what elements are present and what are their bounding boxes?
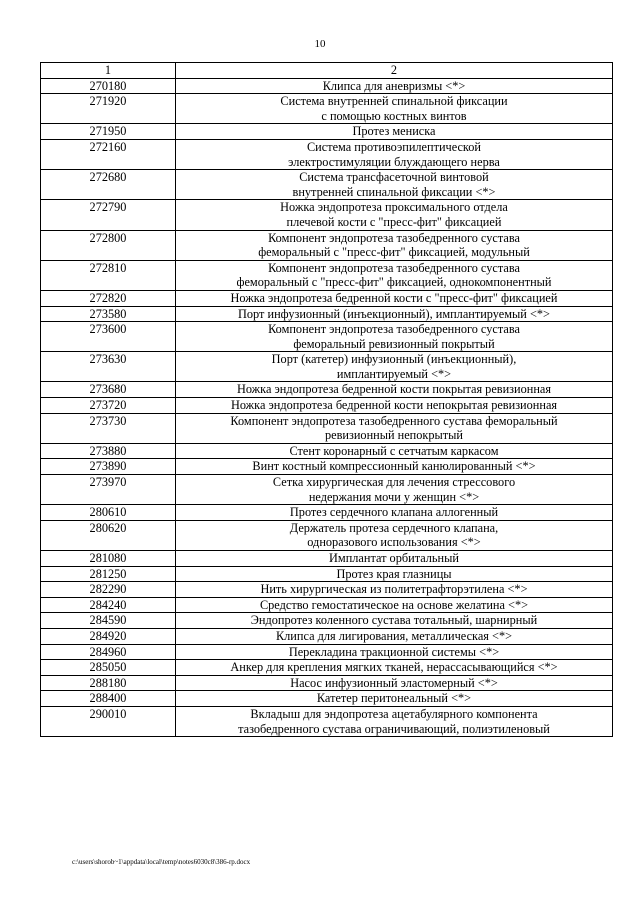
device-code-cell: 290010: [41, 706, 176, 736]
table-row: [41, 443, 613, 459]
device-name-cell: Система трансфасеточной винтовой внутренней спинальной фиксации <*>: [176, 170, 613, 200]
device-code-cell: 285050: [41, 660, 176, 676]
device-name-cell: Вкладыш для эндопротеза ацетабулярного компонента тазобедренного сустава ограничивающий, полиэтиленовый: [176, 706, 613, 736]
table-row: [41, 505, 613, 521]
device-code-cell: 273880: [41, 443, 176, 459]
device-code-cell: 280610: [41, 505, 176, 521]
device-code-cell: 273970: [41, 475, 176, 505]
table-row: [41, 413, 613, 443]
table-row: [41, 566, 613, 582]
table-row: [41, 290, 613, 306]
device-name-cell: Компонент эндопротеза тазобедренного сустава феморальный с "пресс-фит" фиксацией, модульный: [176, 230, 613, 260]
table-row: [41, 230, 613, 260]
device-code-cell: 273600: [41, 322, 176, 352]
device-name-cell: Сетка хирургическая для лечения стрессового недержания мочи у женщин <*>: [176, 475, 613, 505]
device-code-table: [40, 62, 613, 737]
table-row: [41, 675, 613, 691]
device-code-cell: 273630: [41, 352, 176, 382]
table-row: [41, 597, 613, 613]
table-header-row: [41, 63, 613, 79]
device-name-cell: Ножка эндопротеза бедренной кости покрытая ревизионная: [176, 382, 613, 398]
device-name-cell: Насос инфузионный эластомерный <*>: [176, 675, 613, 691]
device-name-cell: Протез края глазницы: [176, 566, 613, 582]
device-code-cell: 272810: [41, 260, 176, 290]
table-row: [41, 706, 613, 736]
device-code-cell: 284960: [41, 644, 176, 660]
device-code-cell: 270180: [41, 78, 176, 94]
table-row: [41, 644, 613, 660]
device-name-cell: Катетер перитонеальный <*>: [176, 691, 613, 707]
device-code-cell: 281250: [41, 566, 176, 582]
device-code-cell: 273890: [41, 459, 176, 475]
table-row: [41, 94, 613, 124]
device-name-cell: Стент коронарный с сетчатым каркасом: [176, 443, 613, 459]
device-code-cell: 284920: [41, 628, 176, 644]
table-body: [41, 78, 613, 737]
device-code-cell: 284240: [41, 597, 176, 613]
device-name-cell: Нить хирургическая из политетрафторэтилена <*>: [176, 582, 613, 598]
table-row: [41, 382, 613, 398]
page-number: 10: [314, 38, 326, 50]
table-row: [41, 691, 613, 707]
device-name-cell: Держатель протеза сердечного клапана, одноразового использования <*>: [176, 520, 613, 550]
device-code-cell: 273580: [41, 306, 176, 322]
column-header-code: 1: [41, 63, 176, 79]
table-row: [41, 260, 613, 290]
table-row: [41, 352, 613, 382]
device-code-cell: 272800: [41, 230, 176, 260]
device-name-cell: Клипса для аневризмы <*>: [176, 78, 613, 94]
table-row: [41, 660, 613, 676]
table-row: [41, 582, 613, 598]
device-code-cell: 284590: [41, 613, 176, 629]
table-row: [41, 78, 613, 94]
device-name-cell: Порт инфузионный (инъекционный), имплантируемый <*>: [176, 306, 613, 322]
device-code-cell: 271950: [41, 124, 176, 140]
device-name-cell: Порт (катетер) инфузионный (инъекционный), имплантируемый <*>: [176, 352, 613, 382]
device-code-cell: 288400: [41, 691, 176, 707]
device-name-cell: Клипса для лигирования, металлическая <*>: [176, 628, 613, 644]
device-name-cell: Эндопротез коленного сустава тотальный, шарнирный: [176, 613, 613, 629]
table-row: [41, 124, 613, 140]
device-name-cell: Имплантат орбитальный: [176, 551, 613, 567]
device-name-cell: Компонент эндопротеза тазобедренного сустава феморальный ревизионный покрытый: [176, 322, 613, 352]
device-name-cell: Компонент эндопротеза тазобедренного сустава феморальный с "пресс-фит" фиксацией, однокомпонентный: [176, 260, 613, 290]
device-name-cell: Система внутренней спинальной фиксации с помощью костных винтов: [176, 94, 613, 124]
device-code-cell: 273720: [41, 398, 176, 414]
device-name-cell: Анкер для крепления мягких тканей, нерассасывающийся <*>: [176, 660, 613, 676]
device-name-cell: Средство гемостатическое на основе желатина <*>: [176, 597, 613, 613]
device-code-cell: 272820: [41, 290, 176, 306]
device-name-cell: Ножка эндопротеза проксимального отдела плечевой кости с "пресс-фит" фиксацией: [176, 200, 613, 230]
device-code-cell: 280620: [41, 520, 176, 550]
device-code-cell: 288180: [41, 675, 176, 691]
device-code-cell: 282290: [41, 582, 176, 598]
device-name-cell: Винт костный компрессионный канюлированный <*>: [176, 459, 613, 475]
device-name-cell: Система противоэпилептической электростимуляции блуждающего нерва: [176, 139, 613, 169]
device-name-cell: Перекладина тракционной системы <*>: [176, 644, 613, 660]
table-row: [41, 520, 613, 550]
table-row: [41, 398, 613, 414]
device-code-cell: 273680: [41, 382, 176, 398]
device-name-cell: Протез сердечного клапана аллогенный: [176, 505, 613, 521]
device-code-cell: 281080: [41, 551, 176, 567]
table-row: [41, 322, 613, 352]
device-code-cell: 273730: [41, 413, 176, 443]
table-row: [41, 613, 613, 629]
device-name-cell: Ножка эндопротеза бедренной кости непокрытая ревизионная: [176, 398, 613, 414]
table-row: [41, 139, 613, 169]
device-name-cell: Ножка эндопротеза бедренной кости с "пресс-фит" фиксацией: [176, 290, 613, 306]
table-row: [41, 170, 613, 200]
table-row: [41, 628, 613, 644]
device-code-cell: 272680: [41, 170, 176, 200]
device-code-cell: 272790: [41, 200, 176, 230]
device-name-cell: Протез мениска: [176, 124, 613, 140]
device-code-cell: 272160: [41, 139, 176, 169]
device-name-cell: Компонент эндопротеза тазобедренного сустава феморальный ревизионный непокрытый: [176, 413, 613, 443]
table-row: [41, 551, 613, 567]
document-file-path: c:\users\shorob~1\appdata\local\temp\notes6030c8\386-rp.docx: [72, 858, 251, 866]
column-header-name: 2: [176, 63, 613, 79]
table-row: [41, 475, 613, 505]
table-row: [41, 306, 613, 322]
table-row: [41, 459, 613, 475]
table-row: [41, 200, 613, 230]
device-code-cell: 271920: [41, 94, 176, 124]
